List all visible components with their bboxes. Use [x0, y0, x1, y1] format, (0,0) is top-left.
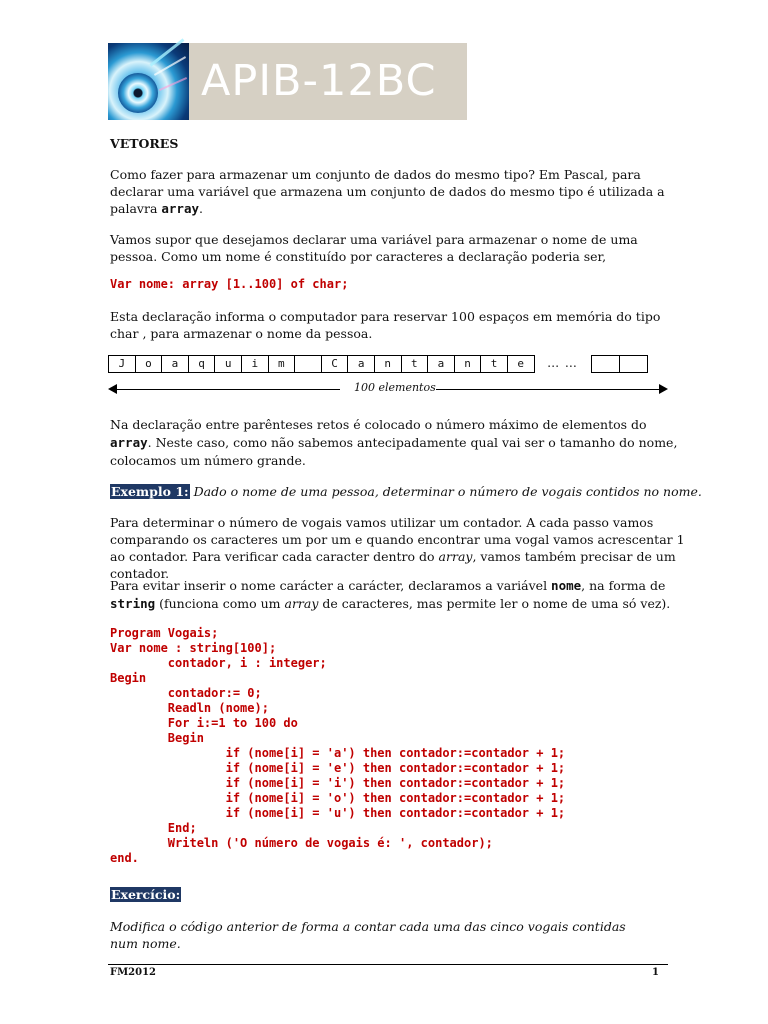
cd-disc-photo — [108, 43, 189, 120]
p5-line4: contador. — [110, 566, 170, 581]
code-line: Program Vogais; — [110, 626, 219, 640]
array-cell: a — [427, 355, 454, 373]
program-code — [110, 626, 565, 866]
array-cell: a — [161, 355, 188, 373]
code-line: if (nome[i] = 'o') then contador:=contador + 1; — [110, 791, 566, 805]
code-line: end. — [110, 851, 139, 865]
exercise-line1: Modifica o código anterior de forma a contar cada uma das cinco vogais contidas — [110, 919, 626, 934]
code-line: contador, i : integer; — [110, 656, 327, 670]
p5-line3: ao contador. Para verificar cada caracter dentro do array, vamos também precisar de um — [110, 549, 676, 564]
p5-line1: Para determinar o número de vogais vamos utilizar um contador. A cada passo vamos — [110, 515, 654, 530]
p4-line3: colocamos um número grande. — [110, 453, 306, 468]
example1-heading — [110, 483, 702, 500]
array-cell: t — [480, 355, 507, 373]
footer-left-text: FM2012 — [110, 967, 157, 978]
page-title: VETORES — [110, 136, 179, 151]
code-line: if (nome[i] = 'e') then contador:=contador + 1; — [110, 761, 566, 775]
array-cell: i — [241, 355, 268, 373]
array-cell: C — [321, 355, 348, 373]
array-cell: J — [108, 355, 135, 373]
array-cell: e — [507, 355, 534, 373]
exercise-label: Exercício: — [111, 887, 181, 902]
arrow-line-left — [114, 389, 340, 390]
code-line: Writeln ('O número de vogais é: ', contador); — [110, 836, 493, 850]
array-cell-empty — [591, 355, 619, 373]
array-ellipsis: … … — [534, 355, 591, 373]
code-line: if (nome[i] = 'i') then contador:=contador + 1; — [110, 776, 566, 790]
p3-line1: Esta declaração informa o computador para reservar 100 espaços em memória do tipo — [110, 309, 661, 324]
p2-line1: Vamos supor que desejamos declarar uma variável para armazenar o nome de uma — [110, 232, 638, 247]
array-cell: n — [374, 355, 401, 373]
code-line: Begin — [110, 671, 147, 685]
footer-rule — [108, 964, 668, 965]
declaration-code: Var nome: array [1..100] of char; — [110, 277, 349, 291]
p5-line5: Para evitar inserir o nome carácter a carácter, declaramos a variável nome, na forma de — [110, 578, 666, 593]
p4-line2: array. Neste caso, como não sabemos antecipadamente qual vai ser o tamanho do nome, — [110, 435, 678, 450]
p1-line2: declarar uma variável que armazena um conjunto de dados do mesmo tipo é utilizada a — [110, 184, 665, 199]
p4-line1: Na declaração entre parênteses retos é colocado o número máximo de elementos do — [110, 417, 647, 432]
p1-line3: palavra array. — [110, 201, 203, 216]
p2-line2: pessoa. Como um nome é constituído por caracteres a declaração poderia ser, — [110, 249, 607, 264]
array-cell: m — [268, 355, 295, 373]
array-cell: o — [135, 355, 162, 373]
code-line: End; — [110, 821, 197, 835]
example1-text: Dado o nome de uma pessoa, determinar o número de vogais contidos no nome. — [189, 484, 702, 499]
array-cell: u — [214, 355, 241, 373]
array-size-label: 100 elementos — [354, 381, 436, 394]
arrow-right-icon — [659, 384, 668, 394]
p1-line1: Como fazer para armazenar um conjunto de dados do mesmo tipo? Em Pascal, para — [110, 167, 641, 182]
header-logo — [108, 43, 467, 120]
array-cell-empty — [619, 355, 648, 373]
code-line: if (nome[i] = 'a') then contador:=contador + 1; — [110, 746, 566, 760]
code-line: Begin — [110, 731, 204, 745]
p5-line2: comparando os caracteres um por um e quando encontrar uma vogal vamos acrescentar 1 — [110, 532, 685, 547]
logo-band — [189, 43, 467, 120]
page-number: 1 — [652, 967, 659, 978]
array-cell: n — [454, 355, 481, 373]
code-line: For i:=1 to 100 do — [110, 716, 298, 730]
code-line: Readln (nome); — [110, 701, 269, 715]
array-cell: t — [401, 355, 428, 373]
arrow-line-right — [436, 389, 662, 390]
code-line: contador:= 0; — [110, 686, 262, 700]
exercise-line2: num nome. — [110, 936, 181, 951]
logo-text: APIB-12BC — [201, 56, 437, 106]
code-line: if (nome[i] = 'u') then contador:=contador + 1; — [110, 806, 566, 820]
array-cell: q — [188, 355, 215, 373]
code-line: Var nome : string[100]; — [110, 641, 277, 655]
exercise-heading — [110, 886, 181, 903]
array-diagram — [108, 355, 648, 373]
array-cell: a — [347, 355, 374, 373]
p5-line6: string (funciona como um array de caracteres, mas permite ler o nome de uma só vez). — [110, 596, 671, 611]
example1-label: Exemplo 1: — [111, 484, 189, 499]
p3-line2: char , para armazenar o nome da pessoa. — [110, 326, 373, 341]
array-cell — [294, 355, 321, 373]
